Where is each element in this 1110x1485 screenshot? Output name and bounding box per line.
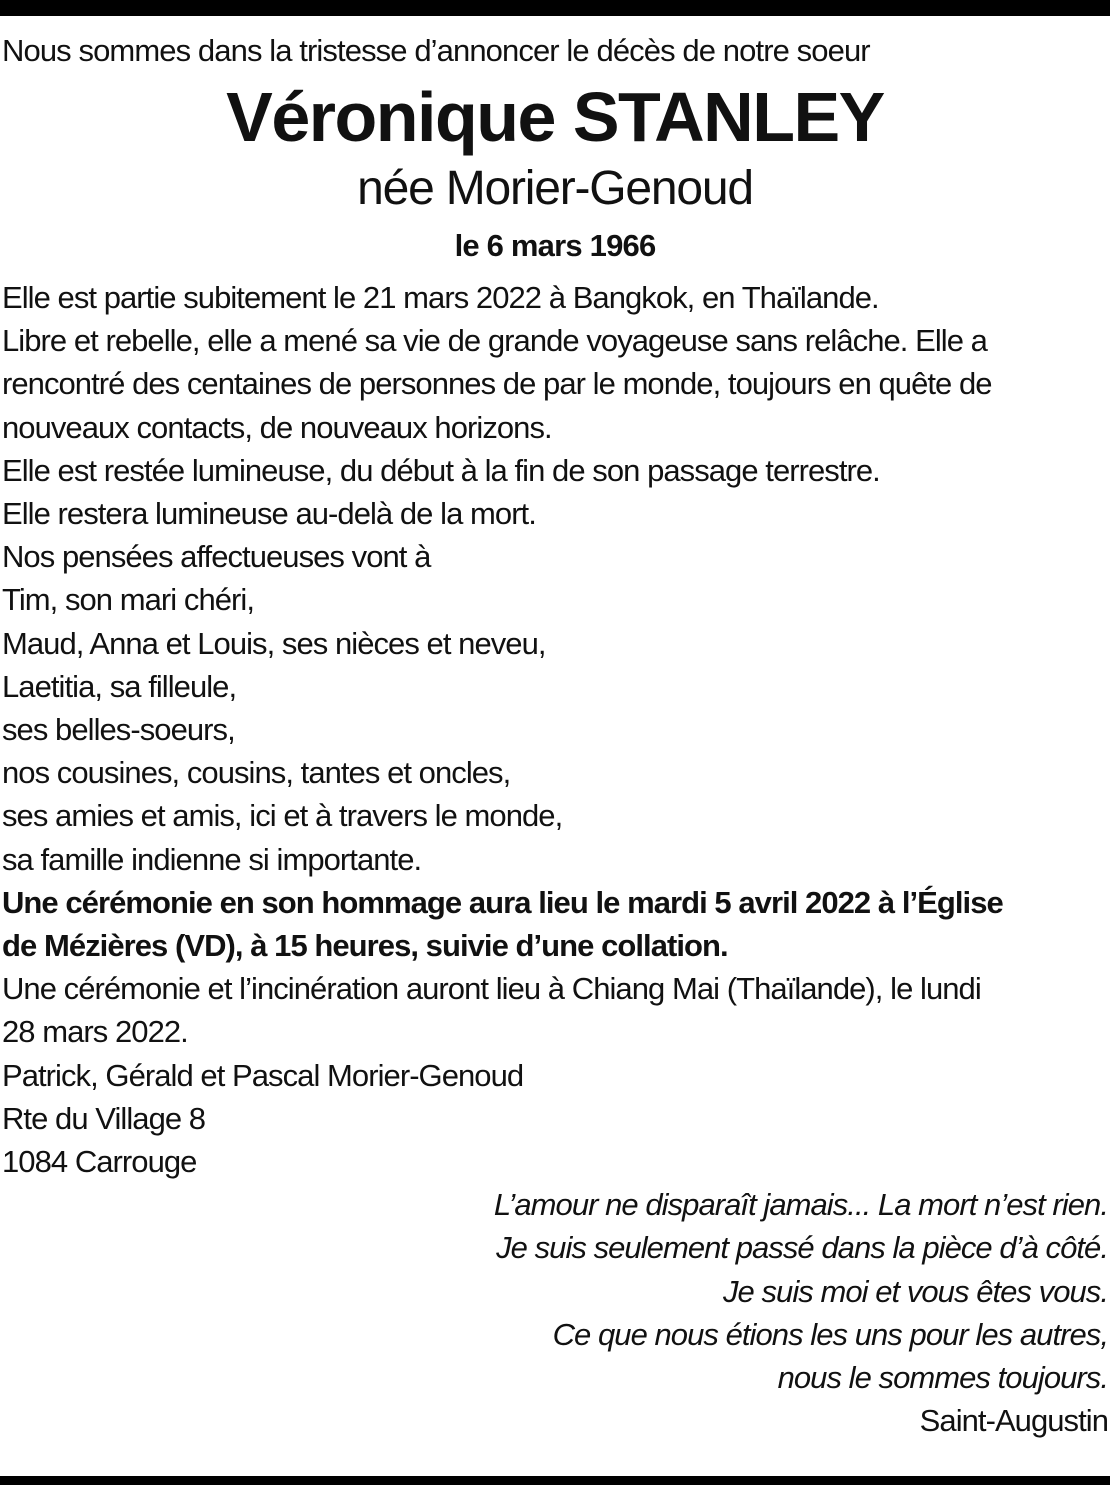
ceremony-announcement-line: Une cérémonie en son hommage aura lieu le mardi 5 avril 2022 à l’Église [2, 884, 1003, 920]
body-line: sa famille indienne si importante. [2, 841, 422, 877]
contact-line: Rte du Village 8 [2, 1100, 206, 1136]
cremation-line: Une cérémonie et l’incinération auront lieu à Chiang Mai (Thaïlande), le lundi [2, 971, 981, 1007]
bottom-border-rule [0, 1476, 1110, 1485]
birth-date: le 6 mars 1966 [454, 228, 656, 263]
body-line: Nos pensées affectueuses vont à [2, 539, 431, 575]
quote-line: Je suis seulement passé dans la pièce d’à côté. [496, 1230, 1108, 1266]
maiden-name: née Morier-Genoud [357, 162, 753, 215]
body-line: Elle restera lumineuse au-delà de la mort. [2, 496, 536, 532]
body-line: Elle est partie subitement le 21 mars 2022 à Bangkok, en Thaïlande. [2, 280, 879, 315]
contact-line: 1084 Carrouge [2, 1144, 197, 1180]
body-line: ses belles-soeurs, [2, 712, 235, 748]
quote-author: Saint-Augustin [919, 1403, 1108, 1439]
cremation-line: 28 mars 2022. [2, 1014, 188, 1050]
quote-line: nous le sommes toujours. [777, 1360, 1108, 1396]
body-line: rencontré des centaines de personnes de par le monde, toujours en quête de [2, 366, 992, 402]
quote-line: Je suis moi et vous êtes vous. [722, 1273, 1108, 1309]
notice-body [2, 276, 1108, 1442]
quote-line: L’amour ne disparaît jamais... La mort n’est rien. [493, 1187, 1108, 1223]
body-line: Maud, Anna et Louis, ses nièces et neveu, [2, 625, 546, 661]
quote-line: Ce que nous étions les uns pour les autres, [552, 1316, 1108, 1352]
deceased-name: Véronique STANLEY [226, 78, 884, 156]
body-line: ses amies et amis, ici et à travers le monde, [2, 798, 563, 834]
top-border-rule [0, 0, 1110, 16]
ceremony-announcement-line: de Mézières (VD), à 15 heures, suivie d’une collation. [2, 928, 728, 964]
intro-text: Nous sommes dans la tristesse d’annoncer le décès de notre soeur [2, 33, 870, 68]
body-line: Elle est restée lumineuse, du début à la fin de son passage terrestre. [2, 452, 880, 488]
notice-content [2, 28, 1108, 1442]
body-line: Tim, son mari chéri, [2, 582, 255, 618]
body-line: Laetitia, sa filleule, [2, 668, 237, 704]
body-line: nos cousines, cousins, tantes et oncles, [2, 755, 511, 791]
body-line: Libre et rebelle, elle a mené sa vie de grande voyageuse sans relâche. Elle a [2, 323, 987, 359]
contact-line: Patrick, Gérald et Pascal Morier-Genoud [2, 1057, 524, 1093]
body-line: nouveaux contacts, de nouveaux horizons. [2, 409, 552, 445]
